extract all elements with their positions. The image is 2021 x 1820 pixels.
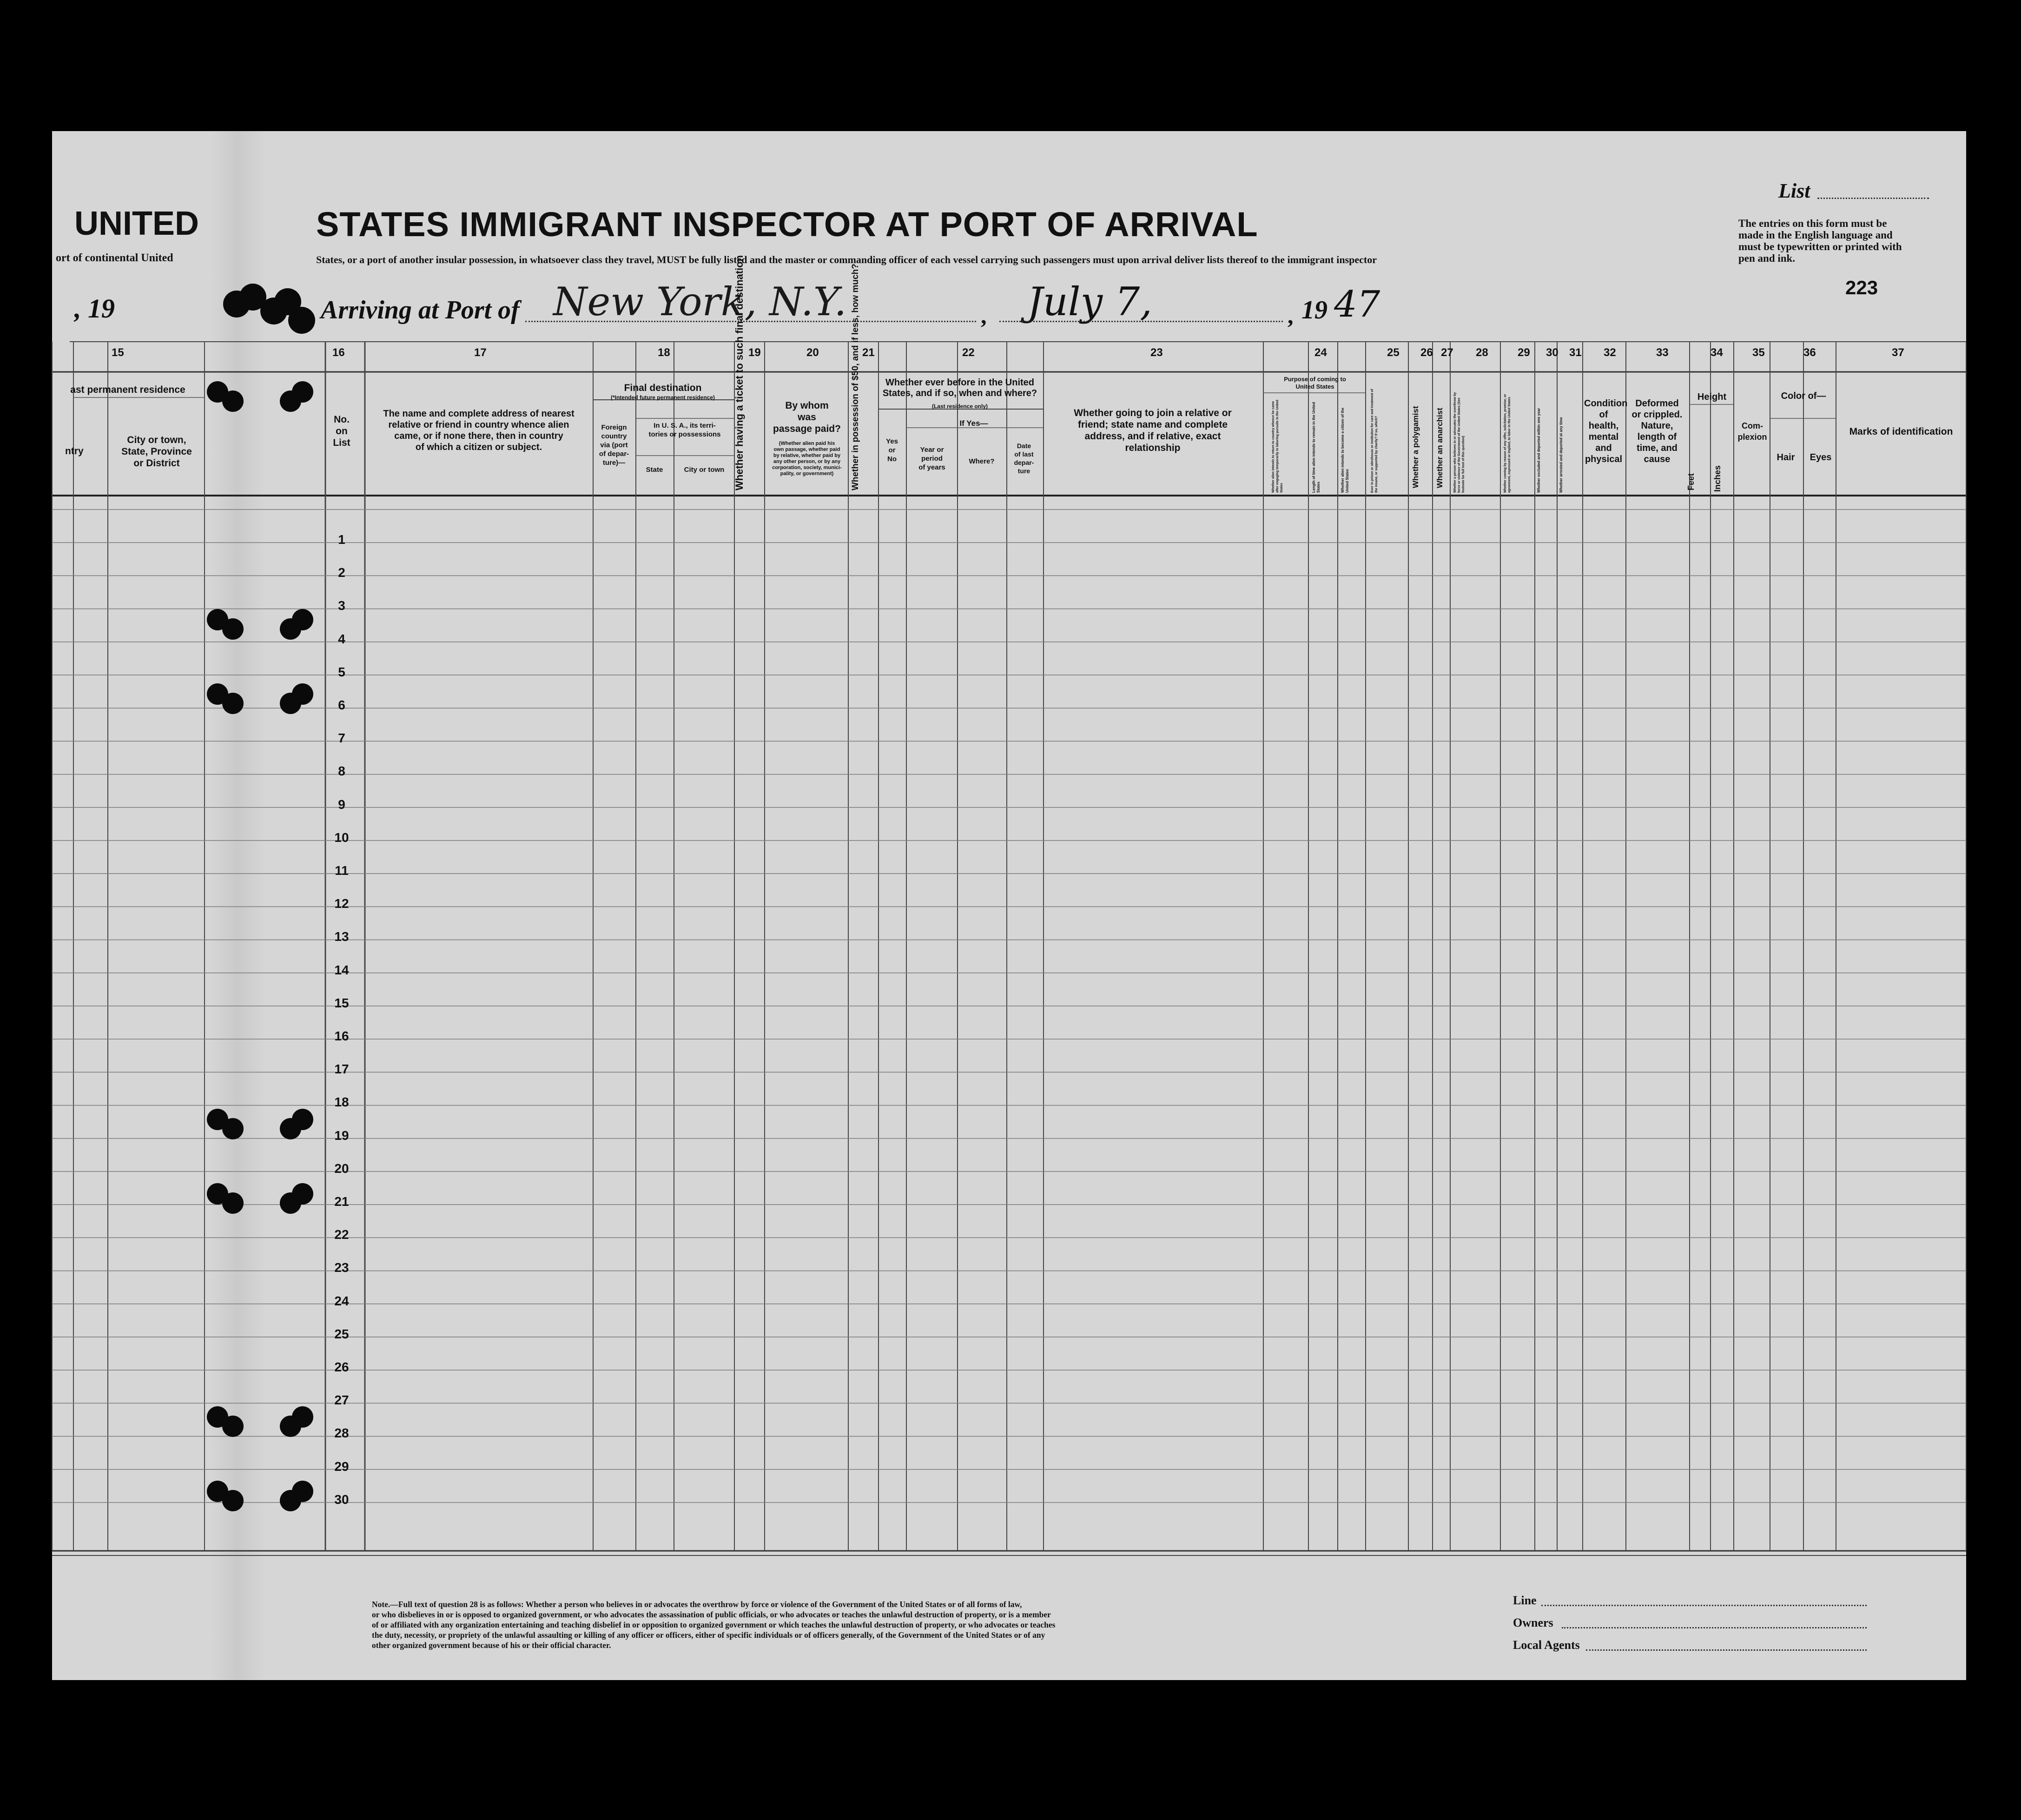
footnote-line-5: other organized government because of his or their official character. [372, 1641, 611, 1650]
col18-foreign-l1: Foreign [601, 424, 627, 431]
col33-header [1627, 398, 1687, 465]
punch-hole [280, 1416, 301, 1437]
col16-l1: No. [334, 414, 350, 425]
col22-year-l3: of years [918, 463, 945, 471]
col15-city-l3: or District [133, 458, 180, 469]
col33-l5: time, and [1637, 443, 1678, 453]
col22-yesno-l2: or [888, 446, 896, 454]
col35-l2: plexion [1737, 432, 1767, 442]
col33-l3: Nature, [1641, 421, 1673, 431]
left-title: UNITED [74, 205, 199, 242]
col22-date [1007, 442, 1041, 475]
notice-block [1738, 218, 1962, 264]
agents-label: Local Agents [1513, 1638, 1580, 1652]
col23-l4: relationship [1125, 443, 1181, 453]
row-number: 15 [334, 995, 349, 1010]
row-number: 19 [334, 1128, 349, 1143]
col23-l3: address, and if relative, exact [1084, 431, 1221, 442]
col28-header: Whether a person who believes in or advocates the overthrow by force or violence of the Government of the United States (See footnote for full text of this question) [1453, 392, 1465, 493]
punch-hole [288, 307, 315, 334]
column-number: 20 [806, 346, 819, 359]
col16-header [325, 414, 358, 449]
col22-date-l2: of last [1014, 450, 1034, 458]
row-number: 1 [338, 532, 345, 547]
column-number: 15 [112, 346, 124, 359]
row-number: 3 [338, 598, 345, 613]
col16-l2: on [336, 426, 348, 437]
date-dotline [999, 321, 1283, 322]
column-number: 25 [1387, 346, 1400, 359]
col17-header [367, 408, 590, 453]
col22-year-l1: Year or [920, 446, 944, 454]
col34-inches: Inches [1713, 465, 1722, 492]
punch-hole [280, 390, 301, 412]
col20-note-l5: corporation, society, munici- [772, 465, 842, 470]
col18-foreign [594, 423, 634, 467]
col23-l2: friend; state name and complete [1077, 419, 1228, 430]
row-number: 20 [334, 1161, 349, 1176]
column-number: 18 [658, 346, 670, 359]
agents-dotline [1586, 1649, 1867, 1651]
col22-note: (Last residence only) [931, 403, 988, 410]
col24-return: Whether alien intends to return to country whence he came after engaging temporarily in laboring pursuits in the United States [1272, 400, 1283, 493]
column-number: 32 [1604, 346, 1616, 359]
left-subtitle: ort of continental United [56, 252, 173, 264]
row-number: 7 [338, 731, 345, 746]
row-number: 17 [334, 1062, 349, 1077]
footnote [372, 1599, 1246, 1650]
col15-city-l1: City or town, [127, 435, 186, 445]
col22-yesno-l3: No [887, 455, 897, 463]
punch-hole [222, 1490, 244, 1511]
footnote-line-3: of or affiliated with any organization entertaining and teaching disbelief in or opposition to organized government or which teaches the unlawful destruction of property, or who advocates or teaches [372, 1620, 1056, 1629]
col20-note-l6: pality, or government) [780, 471, 834, 477]
punch-hole [222, 390, 244, 412]
column-number: 33 [1656, 346, 1669, 359]
col33-l4: length of [1637, 432, 1677, 442]
row-number: 30 [334, 1492, 349, 1507]
row-number: 14 [334, 962, 349, 977]
line-dotline [1541, 1605, 1867, 1606]
col33-l6: cause [1644, 454, 1671, 464]
col22-yesno [878, 437, 905, 463]
col22-year [907, 445, 957, 472]
col30-header: Whether excluded and deported within one year [1537, 408, 1541, 493]
col19-header: Whether having a ticket to such final destination [733, 255, 745, 490]
arriving-label: Arriving at Port of [321, 296, 520, 324]
row-number: 13 [334, 929, 349, 944]
column-number: 30 [1546, 346, 1559, 359]
col24-length: Length of time alien intends to remain in the United States [1312, 402, 1321, 493]
punch-hole [280, 1118, 301, 1139]
row-number: 21 [334, 1194, 349, 1209]
page-number: 223 [1845, 277, 1878, 298]
col35-header [1734, 420, 1771, 443]
comma-mark: , [981, 303, 987, 329]
col32-l2: of [1599, 410, 1608, 420]
column-number: 31 [1569, 346, 1582, 359]
column-number: 21 [862, 346, 875, 359]
col20-note [766, 441, 848, 477]
col24-title-l1: Purpose of coming to [1284, 376, 1346, 383]
punch-hole [222, 693, 244, 714]
row-number: 22 [334, 1227, 349, 1242]
main-title: STATES IMMIGRANT INSPECTOR AT PORT OF ARRIVAL [316, 205, 1258, 244]
col36-hair: Hair [1777, 452, 1795, 463]
row-number: 2 [338, 565, 345, 580]
row-number: 26 [334, 1360, 349, 1374]
col35-l1: Com- [1742, 421, 1763, 430]
col18-state: State [646, 466, 663, 474]
col18-sub: (*Intended future permanent residence) [610, 394, 715, 401]
column-number: 36 [1803, 346, 1816, 359]
col32-l1: Condition [1584, 398, 1628, 409]
column-number: 27 [1441, 346, 1453, 359]
row-number: 6 [338, 698, 345, 712]
row-number: 29 [334, 1459, 349, 1474]
col32-l6: physical [1585, 454, 1623, 464]
col20-note-l1: (Whether alien paid his [779, 441, 835, 446]
col17-l2: relative or friend in country whence alien [388, 420, 569, 430]
column-number: 24 [1314, 346, 1327, 359]
col32-l4: mental [1588, 432, 1619, 442]
punch-hole [280, 1192, 301, 1214]
col22-yesno-l1: Yes [886, 437, 898, 445]
instruction-line: States, or a port of another insular possession, in whatsoever class they travel, MUST be fully listed and the master or commanding officer of each vessel carrying such passengers must upon arrival deliver lists thereof to the immigrant inspector [316, 254, 1377, 265]
col18-city: City or town [684, 466, 725, 474]
left-year-label: , 19 [74, 293, 115, 324]
column-number: 22 [962, 346, 975, 359]
punch-hole [222, 1192, 244, 1214]
col18-foreign-l2: country [601, 432, 627, 440]
column-number: 34 [1711, 346, 1723, 359]
column-number: 35 [1752, 346, 1765, 359]
col31-header: Whether arrested and deported at any time [1559, 417, 1563, 493]
col32-l5: and [1595, 443, 1612, 453]
row-number: 25 [334, 1326, 349, 1341]
row-number: 23 [334, 1260, 349, 1275]
col24-title-l2: United States [1295, 383, 1334, 390]
col18-foreign-l4: of depar- [599, 450, 629, 458]
col15-city [108, 434, 205, 469]
col29-header: Whether coming by reason of any offer, solicitation, promise, or agreement, expressed or implied, to labor in the United States [1504, 394, 1511, 493]
footnote-line-4: the duty, necessity, or propriety of the unlawful assaulting or killing of any officer or officers, either of specific individuals or of officers generally, of the Government of the United States or of any [372, 1630, 1045, 1640]
row-number: 4 [338, 631, 345, 646]
owners-dotline [1562, 1627, 1867, 1628]
col33-l1: Deformed [1635, 398, 1679, 409]
row-number: 5 [338, 664, 345, 679]
col20-note-l3: by relative, whether paid by [773, 453, 841, 458]
col15-country: ntry [65, 446, 84, 457]
owners-label: Owners [1513, 1616, 1553, 1629]
col22-where: Where? [969, 457, 995, 465]
punch-hole [222, 618, 244, 640]
col36-eyes: Eyes [1810, 452, 1832, 463]
col23-header [1046, 407, 1260, 454]
footnote-line-1: Note.—Full text of question 28 is as follows: Whether a person who believes in or advocates the overthrow by force or violence of the Government of the United States or of all forms of law, [372, 1600, 1022, 1609]
col33-l2: or crippled. [1631, 410, 1683, 420]
col20-note-l2: own passage, whether paid [773, 447, 840, 452]
col26-header: Whether a polygamist [1411, 406, 1420, 488]
col24-citizen: Whether alien intends to become a citizen of the United States [1341, 407, 1349, 493]
col22-title-l1: Whether ever before in the United [885, 377, 1035, 388]
col16-l3: List [333, 437, 350, 448]
row-number: 9 [338, 797, 345, 812]
line-label: Line [1513, 1594, 1537, 1607]
col22-title-l2: States, and if so, when and where? [882, 388, 1037, 398]
row-number: 16 [334, 1029, 349, 1043]
col17-l4: of which a citizen or subject. [415, 442, 542, 452]
col36-header: Color of— [1781, 391, 1826, 401]
col21-header: Whether in possession of $50, and if less, how much? [851, 264, 860, 490]
col17-l3: came, or if none there, then in country [394, 431, 563, 441]
col32-header [1584, 398, 1628, 465]
notice-line-4: pen and ink. [1738, 252, 1796, 264]
year-handwritten: 47 [1334, 284, 1380, 325]
col27-header: Whether an anarchist [1435, 408, 1444, 488]
port-dotline [525, 321, 976, 322]
punch-hole [222, 1416, 244, 1437]
col18-foreign-l3: via (port [600, 441, 628, 449]
column-number: 23 [1150, 346, 1163, 359]
column-number: 17 [474, 346, 487, 359]
col15-title: ast permanent residence [70, 384, 185, 395]
punch-hole [280, 618, 301, 640]
punch-hole [280, 693, 301, 714]
column-number: 16 [332, 346, 345, 359]
col37-header: Marks of identification [1849, 426, 1953, 437]
row-number: 10 [334, 830, 349, 845]
col20-l1: By whom [785, 400, 829, 411]
col18-usa-l1: In U. S. A., its terri- [654, 422, 716, 430]
col32-l3: health, [1588, 421, 1619, 431]
col18-title: Final destination [624, 383, 702, 393]
notice-line-3: must be typewritten or printed with [1738, 241, 1902, 252]
col15-city-l2: State, Province [121, 446, 192, 457]
punch-hole [280, 1490, 301, 1511]
col34-feet: Feet [1686, 473, 1696, 490]
comma-mark-2: , [1288, 303, 1294, 329]
col20-l3: passage paid? [773, 424, 841, 434]
date-handwritten: July 7, [1027, 279, 1152, 324]
column-number: 26 [1420, 346, 1433, 359]
row-number: 11 [335, 863, 349, 878]
col18-usa [636, 421, 733, 439]
col22-date-l1: Date [1017, 442, 1031, 450]
column-number: 29 [1518, 346, 1530, 359]
row-number: 8 [338, 764, 345, 779]
port-handwritten: New York, N.Y. [553, 279, 847, 324]
row-number: 18 [334, 1095, 349, 1110]
col22-ifyes: If Yes— [959, 419, 988, 428]
col24-title [1264, 376, 1366, 390]
footnote-line-2: or who disbelieves in or is opposed to organized government, or who advocates the assassination of public officials, or who advocates or teaches the unlawful destruction of property, or is a member [372, 1610, 1051, 1619]
col25-header: Ever in prison or almshouse or institution for care and treatment of the insane, or supported by charity? If so, which? [1371, 389, 1378, 493]
col22-date-l4: ture [1017, 467, 1030, 475]
column-number: 19 [748, 346, 761, 359]
col22-date-l3: depar- [1014, 459, 1034, 466]
col20-header [766, 400, 848, 435]
col22-title [878, 377, 1041, 399]
row-number: 24 [334, 1293, 349, 1308]
col18-usa-l2: tories or possessions [648, 430, 721, 438]
column-number: 28 [1476, 346, 1488, 359]
row-number: 12 [334, 896, 349, 911]
col23-l1: Whether going to join a relative or [1074, 408, 1232, 418]
col20-l2: was [798, 412, 816, 423]
col18-foreign-l5: ture)— [602, 459, 626, 467]
row-number: 27 [334, 1393, 349, 1408]
list-label: List [1778, 179, 1810, 202]
notice-line-2: made in the English language and [1738, 229, 1893, 241]
col34-header: Height [1697, 392, 1727, 402]
col20-note-l4: any other person, or by any [773, 459, 841, 464]
col17-l1: The name and complete address of nearest [383, 409, 575, 419]
punch-hole [222, 1118, 244, 1139]
col22-year-l2: period [921, 455, 943, 463]
notice-line-1: The entries on this form must be [1738, 218, 1887, 229]
list-dotline [1817, 198, 1929, 199]
year-prefix: 19 [1301, 296, 1328, 324]
column-number: 37 [1892, 346, 1904, 359]
row-number: 28 [334, 1426, 349, 1441]
